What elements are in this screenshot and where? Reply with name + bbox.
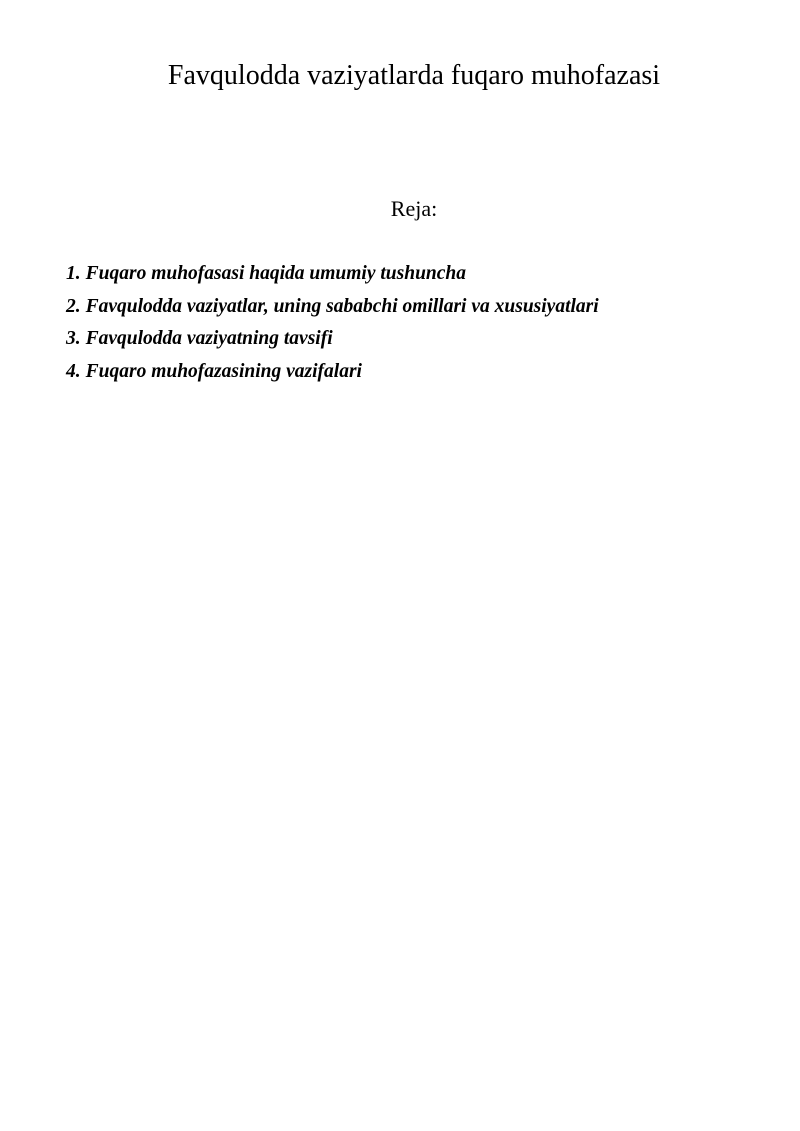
plan-list <box>66 258 599 388</box>
plan-item-text: Fuqaro muhofasasi haqida umumiy tushuncha <box>85 263 467 284</box>
plan-item-number: 2. <box>66 295 81 317</box>
document-title: Favqulodda vaziyatlarda fuqaro muhofazasi <box>167 60 661 91</box>
plan-item-text: Favqulodda vaziyatning tavsifi <box>85 328 333 349</box>
plan-item-3 <box>66 323 599 356</box>
plan-item-1 <box>66 258 599 291</box>
plan-heading: Reja: <box>390 196 438 221</box>
plan-item-4 <box>66 356 599 389</box>
plan-item-text: Fuqaro muhofazasining vazifalari <box>85 360 362 382</box>
plan-item-number: 3. <box>66 328 81 349</box>
plan-item-number: 4. <box>66 360 81 382</box>
plan-item-number: 1. <box>66 263 81 284</box>
plan-item-2 <box>66 291 599 324</box>
plan-item-text: Favqulodda vaziyatlar, uning sababchi omillari va xususiyatlari <box>85 295 599 317</box>
